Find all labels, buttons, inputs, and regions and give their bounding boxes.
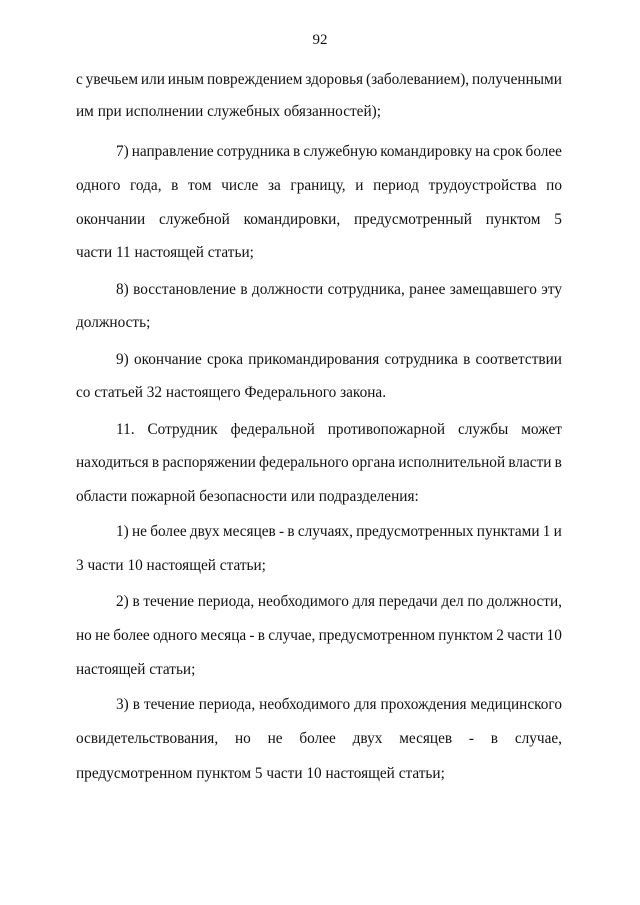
word: распоряжении (162, 454, 256, 471)
word: служебную (303, 143, 378, 160)
text-line: области пожарной безопасности или подразделения: (76, 488, 419, 505)
word: случае, (514, 730, 562, 747)
word: служебной (159, 211, 230, 228)
word: сотрудника (216, 143, 291, 160)
word: противопожарной (327, 421, 446, 438)
word: полученными (472, 71, 562, 88)
word: в (132, 593, 140, 610)
word: течение (143, 696, 195, 713)
text-line (76, 729, 562, 749)
word: в (240, 281, 248, 298)
word: границу, (290, 177, 346, 194)
word: прохождения (380, 696, 467, 713)
word: необходимого (259, 696, 351, 713)
word: власти (508, 454, 552, 471)
word: течение (143, 593, 195, 610)
word: года, (130, 177, 162, 194)
text-line (116, 350, 562, 370)
word: освидетельствования, (76, 730, 219, 747)
text-line (116, 695, 562, 715)
word: но (234, 730, 251, 747)
word: в (287, 523, 295, 540)
word: на (475, 143, 491, 160)
word: сотрудника (384, 351, 458, 368)
word: в (257, 627, 265, 644)
word: срока (206, 351, 244, 368)
text-line: предусмотренном пунктом 5 части 10 настоящей статьи; (76, 765, 445, 782)
text-line (76, 70, 562, 90)
word: и (553, 523, 562, 540)
word: (заболеванием), (365, 71, 470, 88)
word: 3) (116, 696, 129, 713)
text-line: 3 части 10 настоящей статьи; (76, 557, 266, 574)
word: более (299, 730, 336, 747)
word: и (355, 177, 364, 194)
text-line (76, 453, 562, 473)
word: командировку (380, 143, 473, 160)
word: передачи (378, 593, 438, 610)
text-line: должность; (76, 314, 151, 331)
word: 2 (496, 627, 504, 644)
word: более (113, 627, 150, 644)
word: окончании (76, 211, 146, 228)
word: может (521, 421, 562, 438)
word: должности (251, 281, 324, 298)
word: службы (458, 421, 509, 438)
word: но (76, 627, 92, 644)
word: эту (541, 281, 562, 298)
word: необходимого (257, 593, 349, 610)
word: или (140, 71, 165, 88)
word: 11. (116, 421, 135, 438)
word: увечьем (85, 71, 139, 88)
word: находиться (76, 454, 149, 471)
word: пунктом (485, 211, 541, 228)
word: прикомандирования (248, 351, 380, 368)
word: командировки, (243, 211, 341, 228)
text-line (76, 626, 562, 646)
word: одного (152, 627, 198, 644)
word: дел (441, 593, 464, 610)
word: здоровья (305, 71, 364, 88)
word: пунктами (476, 523, 540, 540)
word: в (554, 454, 562, 471)
word: не (95, 627, 111, 644)
text-line (116, 420, 562, 440)
word: в (171, 177, 179, 194)
word: периода, (197, 593, 255, 610)
word: ранее (409, 281, 446, 298)
text-line (116, 280, 562, 300)
word: пунктом (438, 627, 494, 644)
word: предусмотренных (356, 523, 474, 540)
word: замещавшего (449, 281, 537, 298)
text-line: части 11 настоящей статьи; (76, 244, 254, 261)
text-line: им при исполнении служебных обязанностей); (76, 103, 381, 120)
word: 10 (546, 627, 562, 644)
word: не (131, 523, 147, 540)
word: сотрудника, (327, 281, 405, 298)
word: период (373, 177, 419, 194)
word: восстановление (133, 281, 236, 298)
word: случае, (268, 627, 316, 644)
word: одного (76, 177, 121, 194)
word: трудоустройства (428, 177, 537, 194)
word: не (267, 730, 283, 747)
word: более (525, 143, 562, 160)
word: федеральной (230, 421, 315, 438)
word: - (468, 730, 474, 747)
word: в (132, 696, 140, 713)
word: 8) (116, 281, 129, 298)
word: в (151, 454, 160, 471)
word: окончание (133, 351, 202, 368)
word: повреждением (207, 71, 303, 88)
text-line (116, 592, 562, 612)
word: в (463, 351, 471, 368)
word: должности, (486, 593, 562, 610)
word: по (467, 593, 484, 610)
word: периода, (198, 696, 256, 713)
word: 7) (116, 143, 129, 160)
word: Сотрудник (147, 421, 218, 438)
word: иным (167, 71, 205, 88)
page-number: 92 (312, 32, 328, 48)
word: двух (352, 730, 383, 747)
word: части (507, 627, 544, 644)
word: соответствии (475, 351, 562, 368)
word: 1 (542, 523, 551, 540)
word: двух (189, 523, 220, 540)
word: медицинского (470, 696, 562, 713)
word: 5 (554, 211, 562, 228)
word: 1) (116, 523, 129, 540)
text-line (76, 210, 562, 230)
word: в (293, 143, 301, 160)
word: числе (221, 177, 259, 194)
word: за (267, 177, 281, 194)
word: 9) (116, 351, 129, 368)
text-line: со статьей 32 настоящего Федерального закона. (76, 384, 387, 401)
word: предусмотренном (318, 627, 436, 644)
word: для (352, 593, 375, 610)
word: федерального (259, 454, 349, 471)
word: срок (493, 143, 523, 160)
word: - (279, 523, 285, 540)
word: по (546, 177, 562, 194)
word: более (150, 523, 187, 540)
word: исполнительной (398, 454, 506, 471)
word: направление (131, 143, 214, 160)
word: 2) (116, 593, 129, 610)
word: месяца (200, 627, 247, 644)
word: предусмотренный (353, 211, 472, 228)
word: для (354, 696, 377, 713)
text-line (116, 522, 562, 542)
word: с (76, 71, 83, 88)
word: в (490, 730, 499, 747)
word: - (249, 627, 255, 644)
text-line (76, 176, 562, 196)
word: месяцев (399, 730, 453, 747)
word: случаях, (297, 523, 353, 540)
word: месяцев (222, 523, 276, 540)
text-line: настоящей статьи; (76, 661, 196, 678)
word: органа (351, 454, 396, 471)
text-line (116, 142, 562, 162)
word: том (188, 177, 212, 194)
